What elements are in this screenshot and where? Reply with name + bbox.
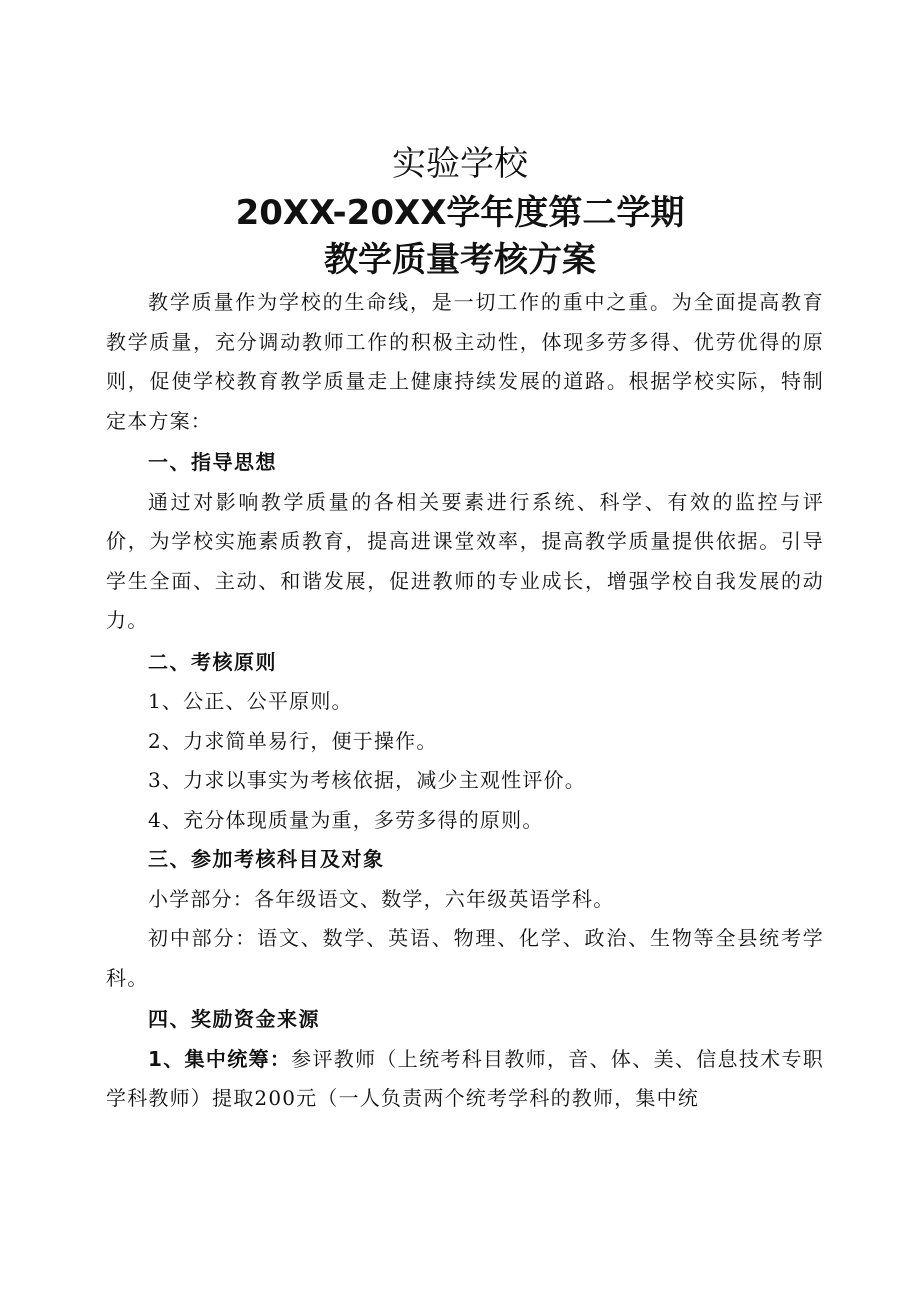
intro-paragraph: 教学质量作为学校的生命线，是一切工作的重中之重。为全面提高教育教学质量，充分调动教师工作的积极主动性，体现多劳多得、优劳优得的原则，促使学校教育教学质量走上健康持续发展的道路。根据学校实际，特制定本方案： — [106, 290, 824, 433]
funding-item-paragraph — [106, 1040, 824, 1119]
section-heading-guiding-thought: 一、指导思想 — [148, 450, 277, 474]
semester-title: 20XX-20XX学年度第二学期 — [235, 193, 685, 233]
primary-subjects-paragraph: 小学部分：各年级语文、数学，六年级英语学科。 — [148, 886, 615, 911]
funding-item-label: 1、集中统筹： — [148, 1046, 292, 1071]
funding-item-text: 参评教师（上统考科目教师，音、体、美、信息技术专职学科教师）提取200元（一人负责两个统考学科的教师，集中统 — [106, 1046, 824, 1110]
junior-subjects-paragraph: 初中部分：语文、数学、英语、物理、化学、政治、生物等全县统考学科。 — [106, 926, 824, 990]
principle-item: 1、公正、公平原则。 — [148, 689, 353, 713]
section-heading-subjects: 三、参加考核科目及对象 — [148, 847, 385, 871]
guiding-thought-paragraph: 通过对影响教学质量的各相关要素进行系统、科学、有效的监控与评价，为学校实施素质教育，提高进课堂效率，提高教学质量提供依据。引导学生全面、主动、和谐发展，促进教师的专业成长，增强学校自我发展的动力。 — [106, 489, 824, 632]
school-name-title: 实验学校 — [392, 144, 528, 184]
section-heading-principles: 二、考核原则 — [148, 649, 277, 674]
section-heading-funding: 四、奖励资金来源 — [148, 1007, 320, 1031]
principle-item: 2、力求简单易行，便于操作。 — [148, 728, 438, 753]
principle-item: 3、力求以事实为考核依据，减少主观性评价。 — [148, 768, 586, 792]
plan-title: 教学质量考核方案 — [324, 240, 596, 280]
principle-item: 4、充分体现质量为重，多劳多得的原则。 — [148, 807, 544, 832]
document-body — [106, 283, 824, 1119]
